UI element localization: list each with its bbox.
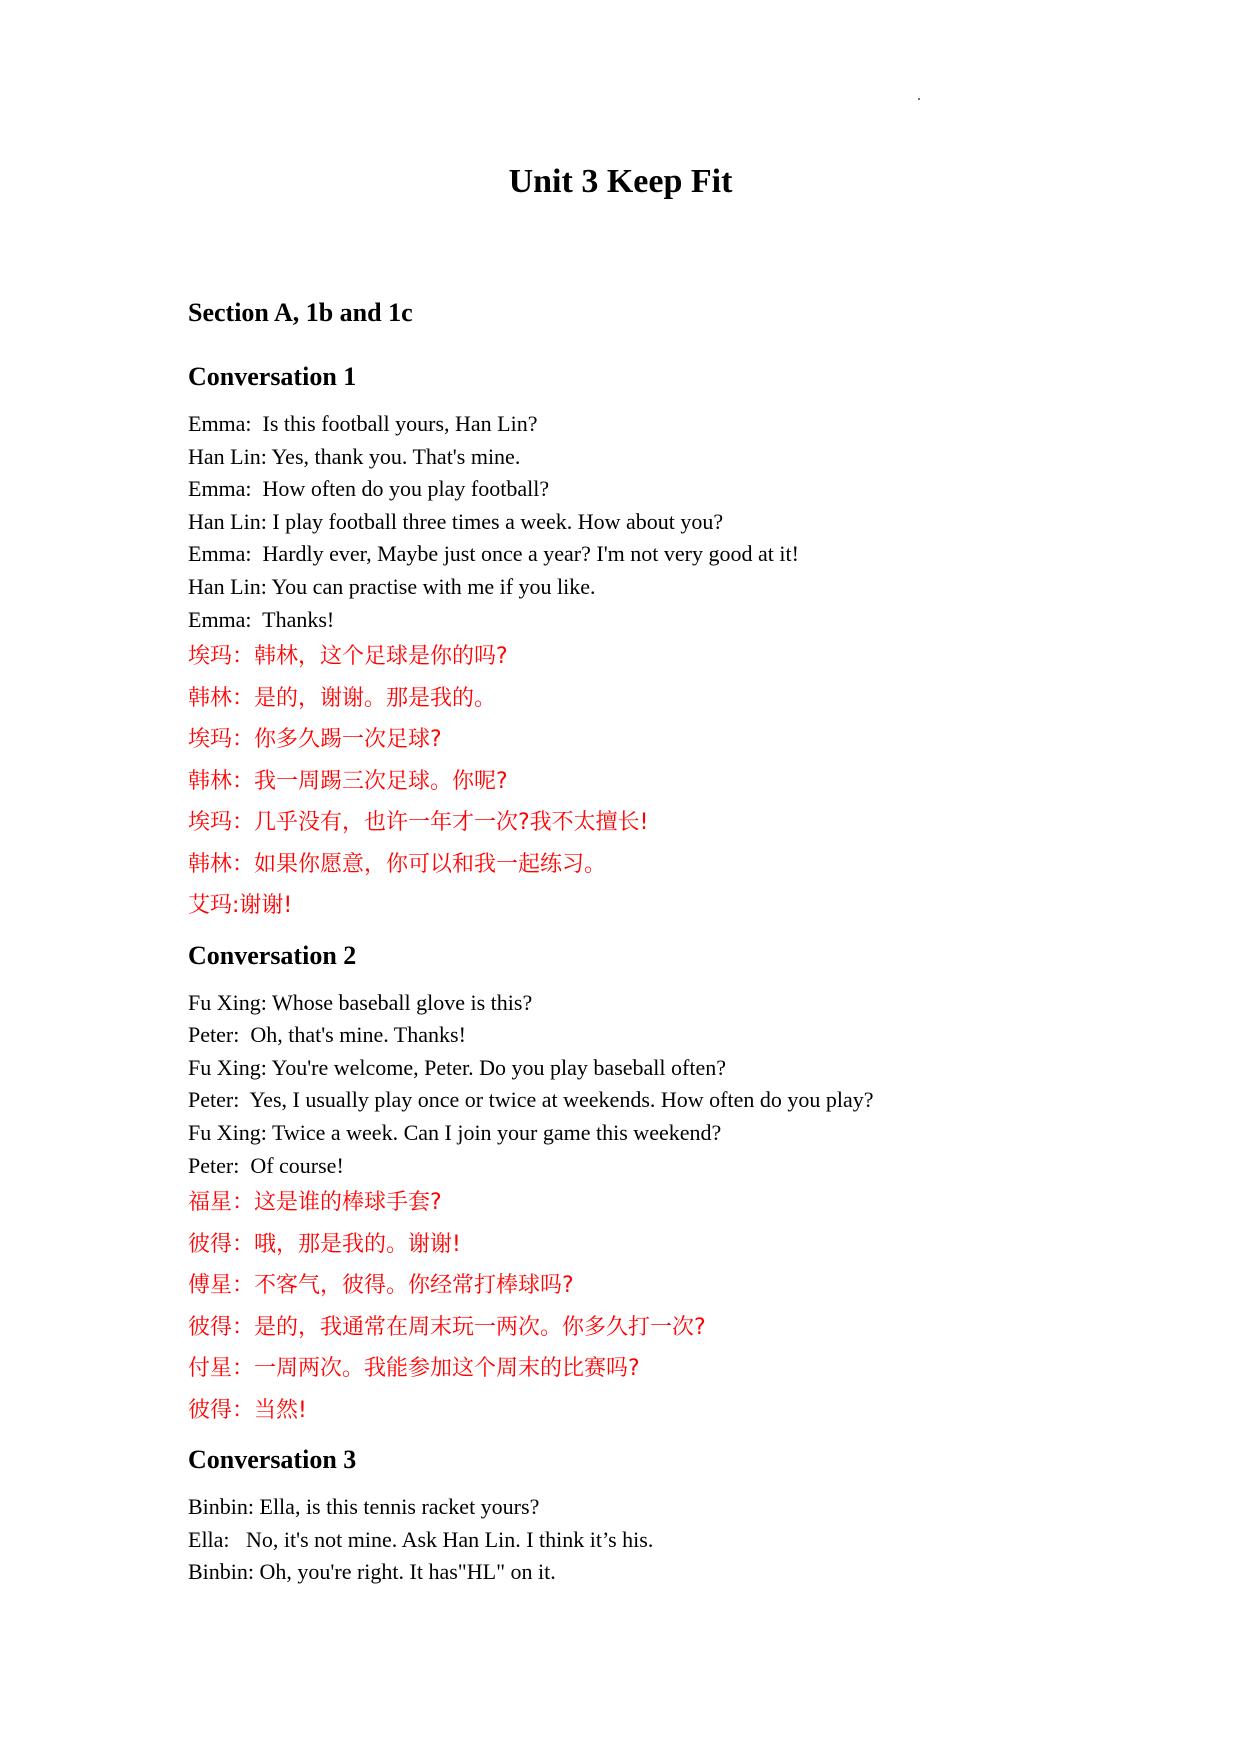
dialogue-line: Emma: Thanks! — [188, 606, 335, 632]
dialogue-line: Fu Xing: You're welcome, Peter. Do you play baseball often? — [188, 1054, 726, 1080]
section-heading: Section A, 1b and 1c — [188, 298, 413, 327]
dialogue-line: Han Lin: Yes, thank you. That's mine. — [188, 443, 521, 469]
translation-line: 韩林：我一周踢三次足球。你呢? — [188, 768, 508, 794]
translation-line: 福星：这是谁的棒球手套? — [188, 1190, 442, 1216]
translation-line: 韩林：如果你愿意，你可以和我一起练习。 — [188, 851, 607, 877]
translation-line: 埃玛：你多久踢一次足球? — [188, 727, 442, 753]
translation-line: 彼得：是的，我通常在周末玩一两次。你多久打一次? — [188, 1314, 706, 1340]
translation-line: 彼得：哦，那是我的。谢谢! — [188, 1231, 461, 1257]
conversation-2 — [188, 939, 1188, 1432]
translation-line: 付星：一周两次。我能参加这个周末的比赛吗? — [188, 1356, 640, 1382]
translation-line: 艾玛:谢谢! — [188, 893, 293, 919]
translation-line: 韩林：是的，谢谢。那是我的。 — [188, 685, 497, 711]
translation-line: 傅星：不客气，彼得。你经常打棒球吗? — [188, 1273, 574, 1299]
dialogue-line: Emma: Is this football yours, Han Lin? — [188, 411, 538, 436]
page-dot-mark — [918, 98, 920, 100]
dialogue-line: Peter: Of course! — [188, 1152, 344, 1178]
dialogue-line: Han Lin: I play football three times a week. How about you? — [188, 508, 724, 534]
chinese-translation — [188, 1182, 1188, 1431]
translation-line: 埃玛：韩林，这个足球是你的吗? — [188, 644, 508, 670]
dialogue-line: Fu Xing: Whose baseball glove is this? — [188, 989, 533, 1015]
dialogue-line: Emma: Hardly ever, Maybe just once a year? I'm not very good at it! — [188, 541, 799, 567]
conversation-heading: Conversation 2 — [188, 940, 357, 970]
document-body — [188, 296, 1188, 1589]
dialogue-line: Binbin: Oh, you're right. It has"HL" on it. — [188, 1559, 556, 1585]
translation-line: 埃玛：几乎没有，也许一年才一次?我不太擅长! — [188, 810, 649, 836]
dialogue-line: Emma: How often do you play football? — [188, 476, 550, 502]
dialogue-line: Fu Xing: Twice a week. Can I join your game this weekend? — [188, 1120, 722, 1146]
conversation-3 — [188, 1443, 1188, 1589]
dialogue-line: Han Lin: You can practise with me if you like. — [188, 573, 596, 599]
dialogue-line: Ella: No, it's not mine. Ask Han Lin. I think it’s his. — [188, 1526, 654, 1552]
english-dialogue — [188, 1491, 1188, 1589]
conversation-1 — [188, 360, 1188, 927]
conversation-heading: Conversation 3 — [188, 1445, 357, 1475]
english-dialogue — [188, 408, 1188, 636]
dialogue-line: Peter: Oh, that's mine. Thanks! — [188, 1022, 466, 1048]
conversation-heading: Conversation 1 — [188, 362, 357, 391]
document-title: Unit 3 Keep Fit — [508, 163, 733, 200]
dialogue-line: Peter: Yes, I usually play once or twice at weekends. How often do you play? — [188, 1087, 874, 1113]
english-dialogue — [188, 987, 1188, 1183]
chinese-translation — [188, 636, 1188, 927]
translation-line: 彼得：当然! — [188, 1397, 307, 1423]
dialogue-line: Binbin: Ella, is this tennis racket yours? — [188, 1494, 540, 1520]
